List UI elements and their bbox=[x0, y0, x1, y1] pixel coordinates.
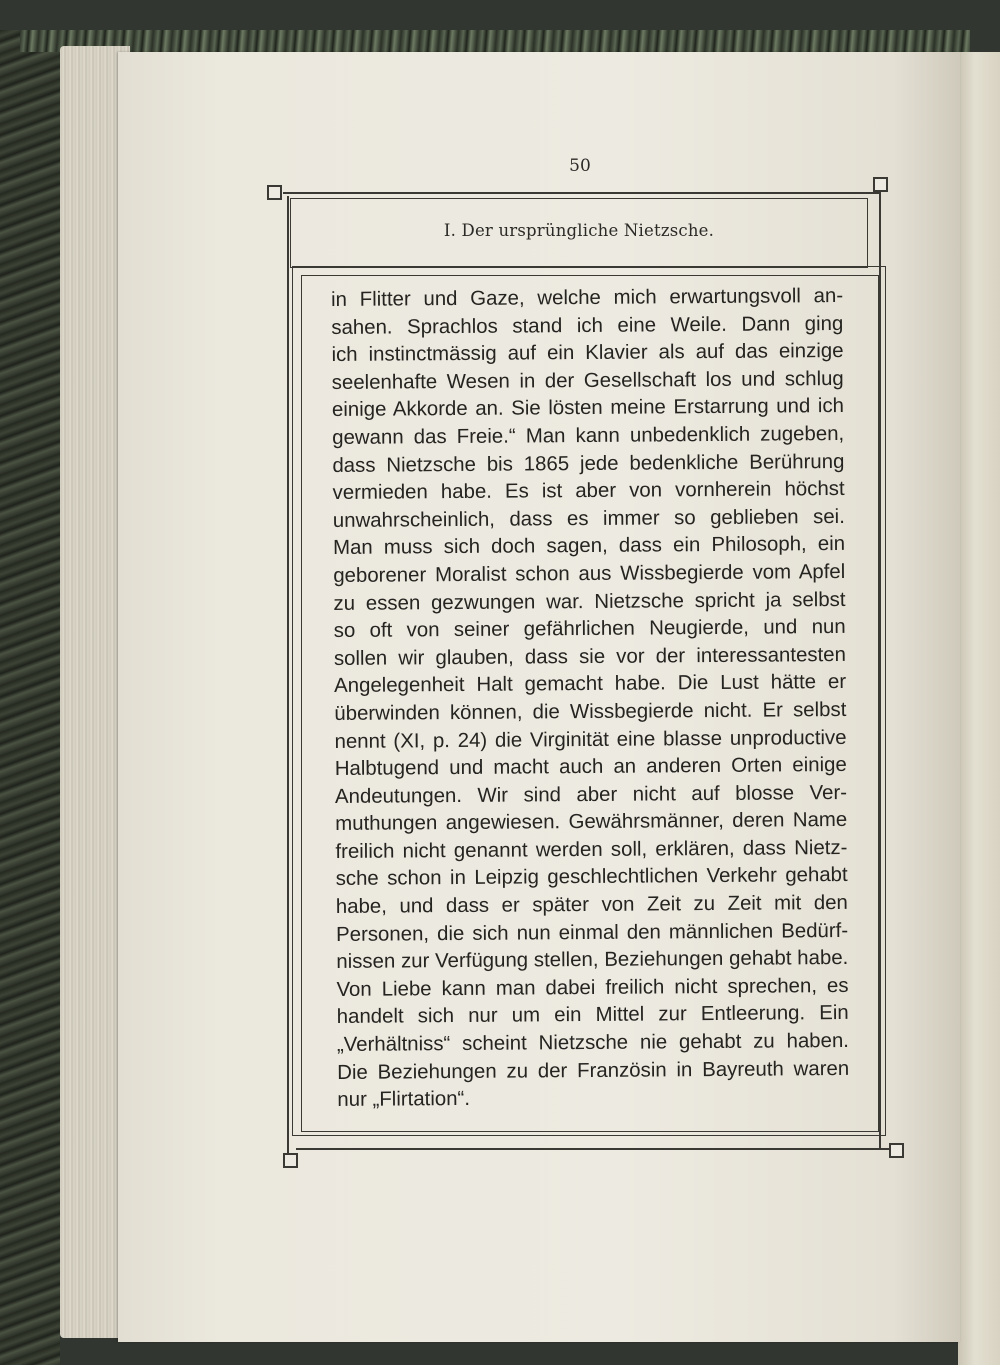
text-line: Die Beziehungen zu der Französin in Bayreuth waren bbox=[337, 1057, 850, 1084]
text-line: Andeutungen. Wir sind aber nicht auf blosse Ver- bbox=[334, 781, 848, 808]
text-line: zu essen gezwungen war. Nietzsche spricht ja selbst bbox=[333, 588, 846, 615]
frame-top-line bbox=[283, 192, 881, 194]
text-line: habe, und dass er später von Zeit zu Zeit mit den bbox=[335, 892, 848, 919]
text-line: muthungen angewiesen. Gewährsmänner, deren Name bbox=[335, 809, 848, 836]
marbled-cover-top bbox=[20, 30, 970, 52]
text-line: einige Akkorde an. Sie lösten meine Erstarrung und ich bbox=[331, 395, 845, 422]
text-line: Man muss sich doch sagen, dass ein Philosoph, ein bbox=[332, 533, 846, 560]
page-number: 50 bbox=[569, 156, 591, 176]
text-line: handelt sich nur um ein Mittel zur Entleerung. Ein bbox=[336, 1002, 849, 1029]
body-text bbox=[331, 283, 849, 1115]
frame-corner-top-right bbox=[873, 177, 888, 192]
text-line: vermieden habe. Es ist aber von vornherein höchst bbox=[332, 478, 845, 505]
text-line: Angelegenheit Halt gemacht habe. Die Lust hätte er bbox=[334, 671, 847, 698]
text-line: seelenhafte Wesen in der Gesellschaft los und schlug bbox=[331, 367, 844, 394]
text-line: sche schon in Leipzig geschlechtlichen Verkehr gehabt bbox=[335, 864, 848, 891]
text-line: sollen wir glauben, dass sie vor der interessantesten bbox=[333, 643, 846, 670]
text-line: dass Nietzsche bis 1865 jede bedenkliche Berührung bbox=[332, 450, 845, 477]
frame-left-line bbox=[287, 196, 289, 1156]
text-line: gewann das Freie.“ Man kann unbedenklich zugeben, bbox=[332, 422, 845, 449]
frame-corner-top-left bbox=[267, 185, 282, 200]
text-line: freilich nicht genannt werden soll, erklären, dass Nietz- bbox=[335, 836, 848, 863]
text-line: nennt (XI, p. 24) die Virginität eine blasse unproductive bbox=[334, 726, 847, 753]
text-line: Personen, die sich nun einmal den männlichen Bedürf- bbox=[336, 919, 849, 946]
facing-page-edge bbox=[958, 52, 1000, 1365]
text-line: Halbtugend und macht auch an anderen Orten einige bbox=[334, 754, 847, 781]
section-title: I. Der ursprüngliche Nietzsche. bbox=[443, 221, 715, 240]
text-line: nissen zur Verfügung stellen, Beziehungen gehabt habe. bbox=[336, 947, 849, 974]
text-line: „Verhältniss“ scheint Nietzsche nie gehabt zu haben. bbox=[336, 1029, 850, 1057]
text-line: unwahrscheinlich, dass es immer so geblieben sei. bbox=[332, 505, 845, 532]
marbled-cover-left bbox=[0, 30, 60, 1365]
text-line: so oft von seiner gefährlichen Neugierde, und nun bbox=[333, 616, 846, 643]
frame-corner-bottom-right bbox=[889, 1143, 904, 1158]
frame-corner-bottom-left bbox=[283, 1153, 298, 1168]
text-line: geborener Moralist schon aus Wissbegierde vom Apfel bbox=[333, 560, 846, 587]
text-line: ich instinctmässig auf ein Klavier als auf das einzige bbox=[331, 340, 844, 367]
text-line: sahen. Sprachlos stand ich eine Weile. Dann ging bbox=[331, 312, 844, 339]
section-header-box bbox=[290, 198, 868, 268]
text-line: Von Liebe kann man dabei freilich nicht sprechen, es bbox=[336, 974, 849, 1001]
text-line: überwinden können, die Wissbegierde nicht. Er selbst bbox=[334, 698, 847, 725]
frame-bottom-line bbox=[296, 1148, 896, 1150]
text-line: nur „Flirtation“. bbox=[337, 1088, 471, 1112]
text-line: in Flitter und Gaze, welche mich erwartungsvoll an- bbox=[331, 284, 844, 311]
